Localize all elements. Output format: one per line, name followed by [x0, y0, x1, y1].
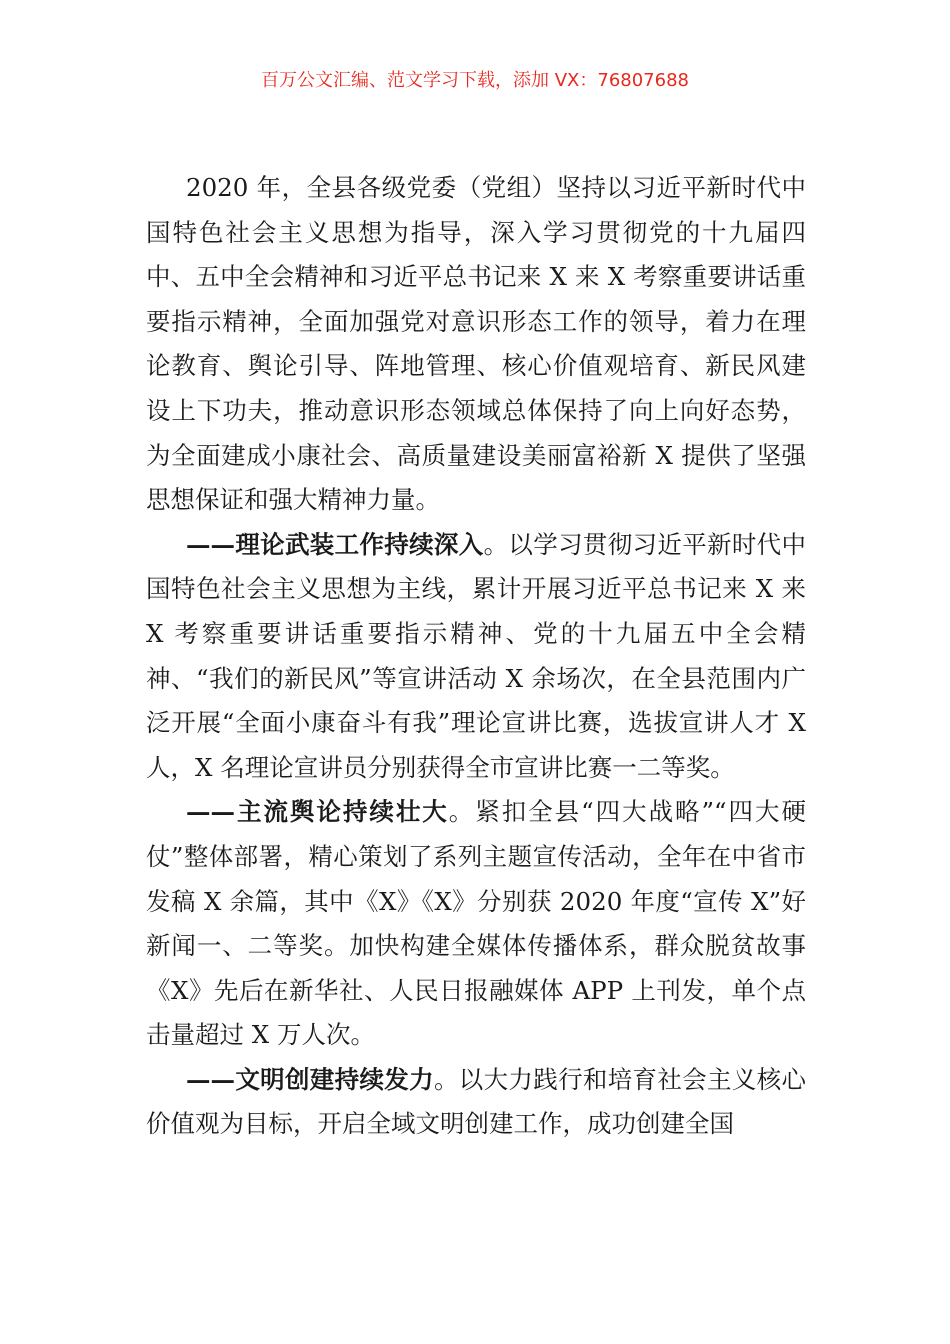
- paragraph-text: 。紧扣全县“四大战略”“四大硬仗”整体部署，精心策划了系列主题宣传活动，全年在中省市发稿 X 余篇，其中《X》《X》分别获 2020 年度“宣传 X”好新闻一、二等奖。加快构建全媒体传播体系，群众脱贫故事《X》先后在新华社、人民日报融媒体 APP 上刊发，单个点击量超过 X 万人次。: [146, 797, 806, 1050]
- theory-paragraph: [146, 523, 806, 791]
- civilization-paragraph: [146, 1058, 806, 1147]
- section-heading: ——文明创建持续发力: [186, 1064, 434, 1094]
- section-heading: ——主流舆论持续壮大: [186, 797, 449, 827]
- paragraph-text: 。以大力践行和培育社会主义核心价值观为目标，开启全域文明创建工作，成功创建全国: [146, 1064, 807, 1139]
- paragraph-text: 。以学习贯彻习近平新时代中国特色社会主义思想为主线，累计开展习近平总书记来 X 来 X 考察重要讲话重要指示精神、党的十九届五中全会精神、“我们的新民风”等宣讲活动 X 余场次，在全县范围内广泛开展“全面小康奋斗有我”理论宣讲比赛，选拔宣讲人才 X 人，X 名理论宣讲员分别获得全市宣讲比赛一二等奖。: [146, 529, 807, 782]
- document-body: [146, 166, 806, 1147]
- paragraph-text: 2020 年，全县各级党委（党组）坚持以习近平新时代中国特色社会主义思想为指导，深入学习贯彻党的十九届四中、五中全会精神和习近平总书记来 X 来 X 考察重要讲话重要指示精神，全面加强党对意识形态工作的领导，着力在理论教育、舆论引导、阵地管理、核心价值观培育、新民风建设上下功夫，推动意识形态领域总体保持了向上向好态势，为全面建成小康社会、高质量建设美丽富裕新 X 提供了坚强思想保证和强大精神力量。: [146, 173, 806, 515]
- header-note: 百万公文汇编、范文学习下载，添加 VX：76807688: [261, 70, 689, 91]
- public-opinion-paragraph: [146, 790, 806, 1058]
- section-heading: ——理论武装工作持续深入: [186, 529, 484, 559]
- intro-paragraph: [146, 166, 806, 523]
